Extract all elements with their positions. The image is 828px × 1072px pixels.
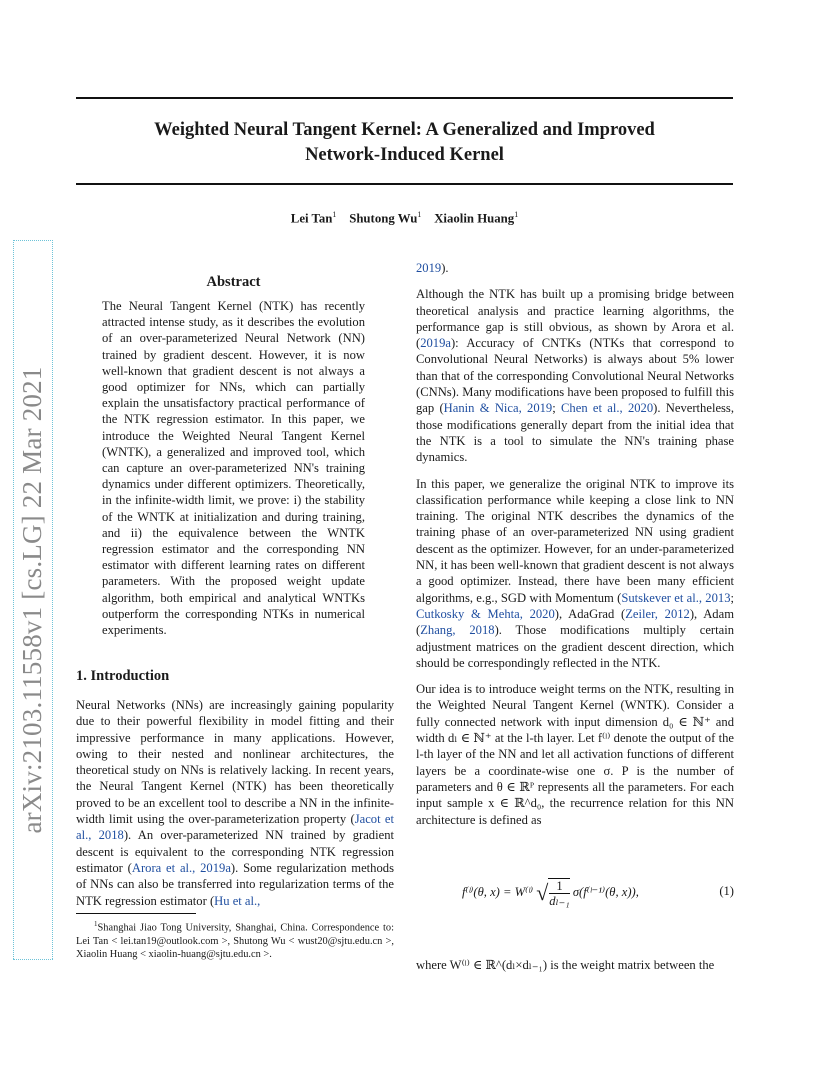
citation-link[interactable]: Cutkosky & Mehta, 2020	[416, 606, 555, 621]
equation-lhs: f⁽ˡ⁾(θ, x) = W⁽ˡ⁾	[462, 884, 534, 899]
footnote-mark: 1	[94, 920, 98, 928]
intro-paragraph: Neural Networks (NNs) are increasingly gaining popularity due to their powerful flexibility in model fitting and their impressive performance in many applications. However, owing to their nested and nonlinear architectures, the theoretical study on NNs is relatively lacking. In recent years, the Neural Tangent Kernel (NTK) has been theoretically proved to be an excellent tool to describe a NN in the infinite-width limit using the over-parameterization property (Jacot et al., 2018). An over-parameterized NN trained by gradient descent is equivalent to the corresponding NTK regression estimator (Arora et al., 2019a). Some regularization methods of NNs can also be transferred into regularization terms of the NTK regression estimator (Hu et al.,	[76, 698, 394, 908]
equation-1	[416, 872, 734, 912]
paper-title	[76, 118, 733, 168]
section-introduction-heading: 1. Introduction	[76, 668, 170, 684]
affiliation-mark: 1	[417, 210, 422, 219]
citation-link[interactable]: Arora et al., 2019a	[131, 860, 231, 875]
sqrt-radicand	[548, 878, 569, 908]
equation-rhs: σ(f⁽ˡ⁻¹⁾(θ, x)),	[572, 884, 639, 899]
sqrt-sign: √	[536, 880, 549, 905]
citation-link[interactable]: Hanin & Nica, 2019	[443, 401, 553, 416]
footnote-rule	[76, 913, 196, 914]
citation-link[interactable]: Zhang, 2018	[420, 623, 495, 638]
title-line-2: Network-Induced Kernel	[305, 145, 504, 165]
intro-paragraph: Although the NTK has built up a promising bridge between theoretical analysis and practice learning algorithms, the performance gap is still obvious, as shown by Arora et al. (2019a): Accuracy of CNTKs (NTKs that correspond to Convolutional Neural Networks) is always about 5% lower than that of the corresponding Convolutional Neural Networks (CNNs). Many modifications have been proposed to fulfill this gap (Hanin & Nica, 2019; Chen et al., 2020). Nevertheless, those modifications generally depart from the initial idea that the NTK is a tool to simulate the NN's training phase dynamics.	[416, 287, 734, 465]
citation-link[interactable]: Jacot et al., 2018	[76, 812, 394, 843]
column-left-body	[76, 697, 394, 919]
intro-paragraph: Our idea is to introduce weight terms on the NTK, resulting in the Weighted Neural Tangent Kernel (WNTK). Consider a fully connected network with input dimension d₀ ∈ ℕ⁺ and width dₗ ∈ ℕ⁺ at the l-th layer. Let f⁽ˡ⁾ denote the output of the l-th layer of the NN and let all activation functions of different layers be a coordinate-wise one σ. P is the number of parameters and θ ∈ ℝᴾ represents all the parameters. For each input sample x ∈ ℝ^d₀, the recurrence relation for this NN architecture is defined as	[416, 682, 734, 827]
citation-link[interactable]: Sutskever et al., 2013	[621, 590, 731, 605]
citation-link[interactable]: 2019a	[420, 336, 451, 351]
author-name: Shutong Wu	[349, 211, 418, 226]
abstract-body: The Neural Tangent Kernel (NTK) has recently attracted intense study, as it describes the evolution of an over-parameterized Neural Network (NN) trained by gradient descent. However, it is now well-known that gradient descent is not always a good optimizer for NNs, which can partially explain the unsatisfactory practical performance of the NTK regression estimator. In this paper, we introduce the Weighted Neural Tangent Kernel (WNTK), a generalized and improved tool, which can capture an over-parameterized NN's training dynamics under different optimizers. Theoretically, in the infinite-width limit, we prove: i) the stability of the WNTK at initialization and during training, and ii) the equivalence between the WNTK regression estimator and the corresponding NN estimator with different learning rates on different parameters. With the proposed weight update algorithm, both empirical and analytical WNTKs outperform the corresponding NTKs in numerical experiments.	[102, 299, 365, 638]
title-bottom-rule	[76, 183, 733, 185]
footnote: $^1$Shanghai Jiao Tong University, Shanghai, China. Correspondence to: Lei Tan < lei.tan19@outlook.com >, Shutong Wu < wust20@sjtu.edu.cn >, Xiaolin Huang < xiaolin-huang@sjtu.edu.cn >.	[76, 920, 394, 961]
abstract-heading: Abstract	[206, 274, 261, 290]
fraction	[549, 879, 569, 908]
title-line-1: Weighted Neural Tangent Kernel: A Generalized and Improved	[154, 120, 655, 140]
citation-link[interactable]: Hu et al.,	[214, 893, 261, 908]
citation-link[interactable]: Zeiler, 2012	[625, 606, 690, 621]
author-list	[76, 210, 733, 226]
author-name: Lei Tan	[290, 211, 333, 226]
affiliation-mark: 1	[332, 210, 337, 219]
fraction-denominator: dₗ₋₁	[549, 894, 570, 908]
column-right-body	[416, 260, 734, 838]
fraction-numerator: 1	[549, 879, 569, 894]
equation-number: (1)	[719, 884, 734, 898]
equation-body	[462, 878, 639, 908]
author-name: Xiaolin Huang	[434, 211, 515, 226]
affiliation-mark: 1	[514, 210, 519, 219]
citation-link[interactable]: 2019	[416, 261, 442, 275]
arxiv-identifier-stamp[interactable]: arXiv:2103.11558v1 [cs.LG] 22 Mar 2021	[13, 240, 53, 960]
title-top-rule	[76, 97, 733, 99]
column-right-tail-line: where W⁽ˡ⁾ ∈ ℝ^(dₗ×dₗ₋₁) is the weight matrix between the	[416, 958, 715, 972]
continued-citation: 2019).	[416, 261, 449, 275]
intro-paragraph: In this paper, we generalize the original NTK to improve its classification performance while keeping a close link to NN training. The original NTK describes the dynamics of the training phase of an over-parameterized NN using gradient descent as the optimizer. However, for an under-parameterized NN, it has been well-known that gradient descent is not always a good optimizer. Instead, there have been many efficient algorithms, e.g., SGD with Momentum (Sutskever et al., 2013; Cutkosky & Mehta, 2020), AdaGrad (Zeiler, 2012), Adam (Zhang, 2018). Those modifications multiply certain adjustment matrices on the gradient descent direction, which should be correspondingly reflected in the NTK.	[416, 476, 734, 670]
citation-link[interactable]: Chen et al., 2020	[561, 401, 654, 416]
